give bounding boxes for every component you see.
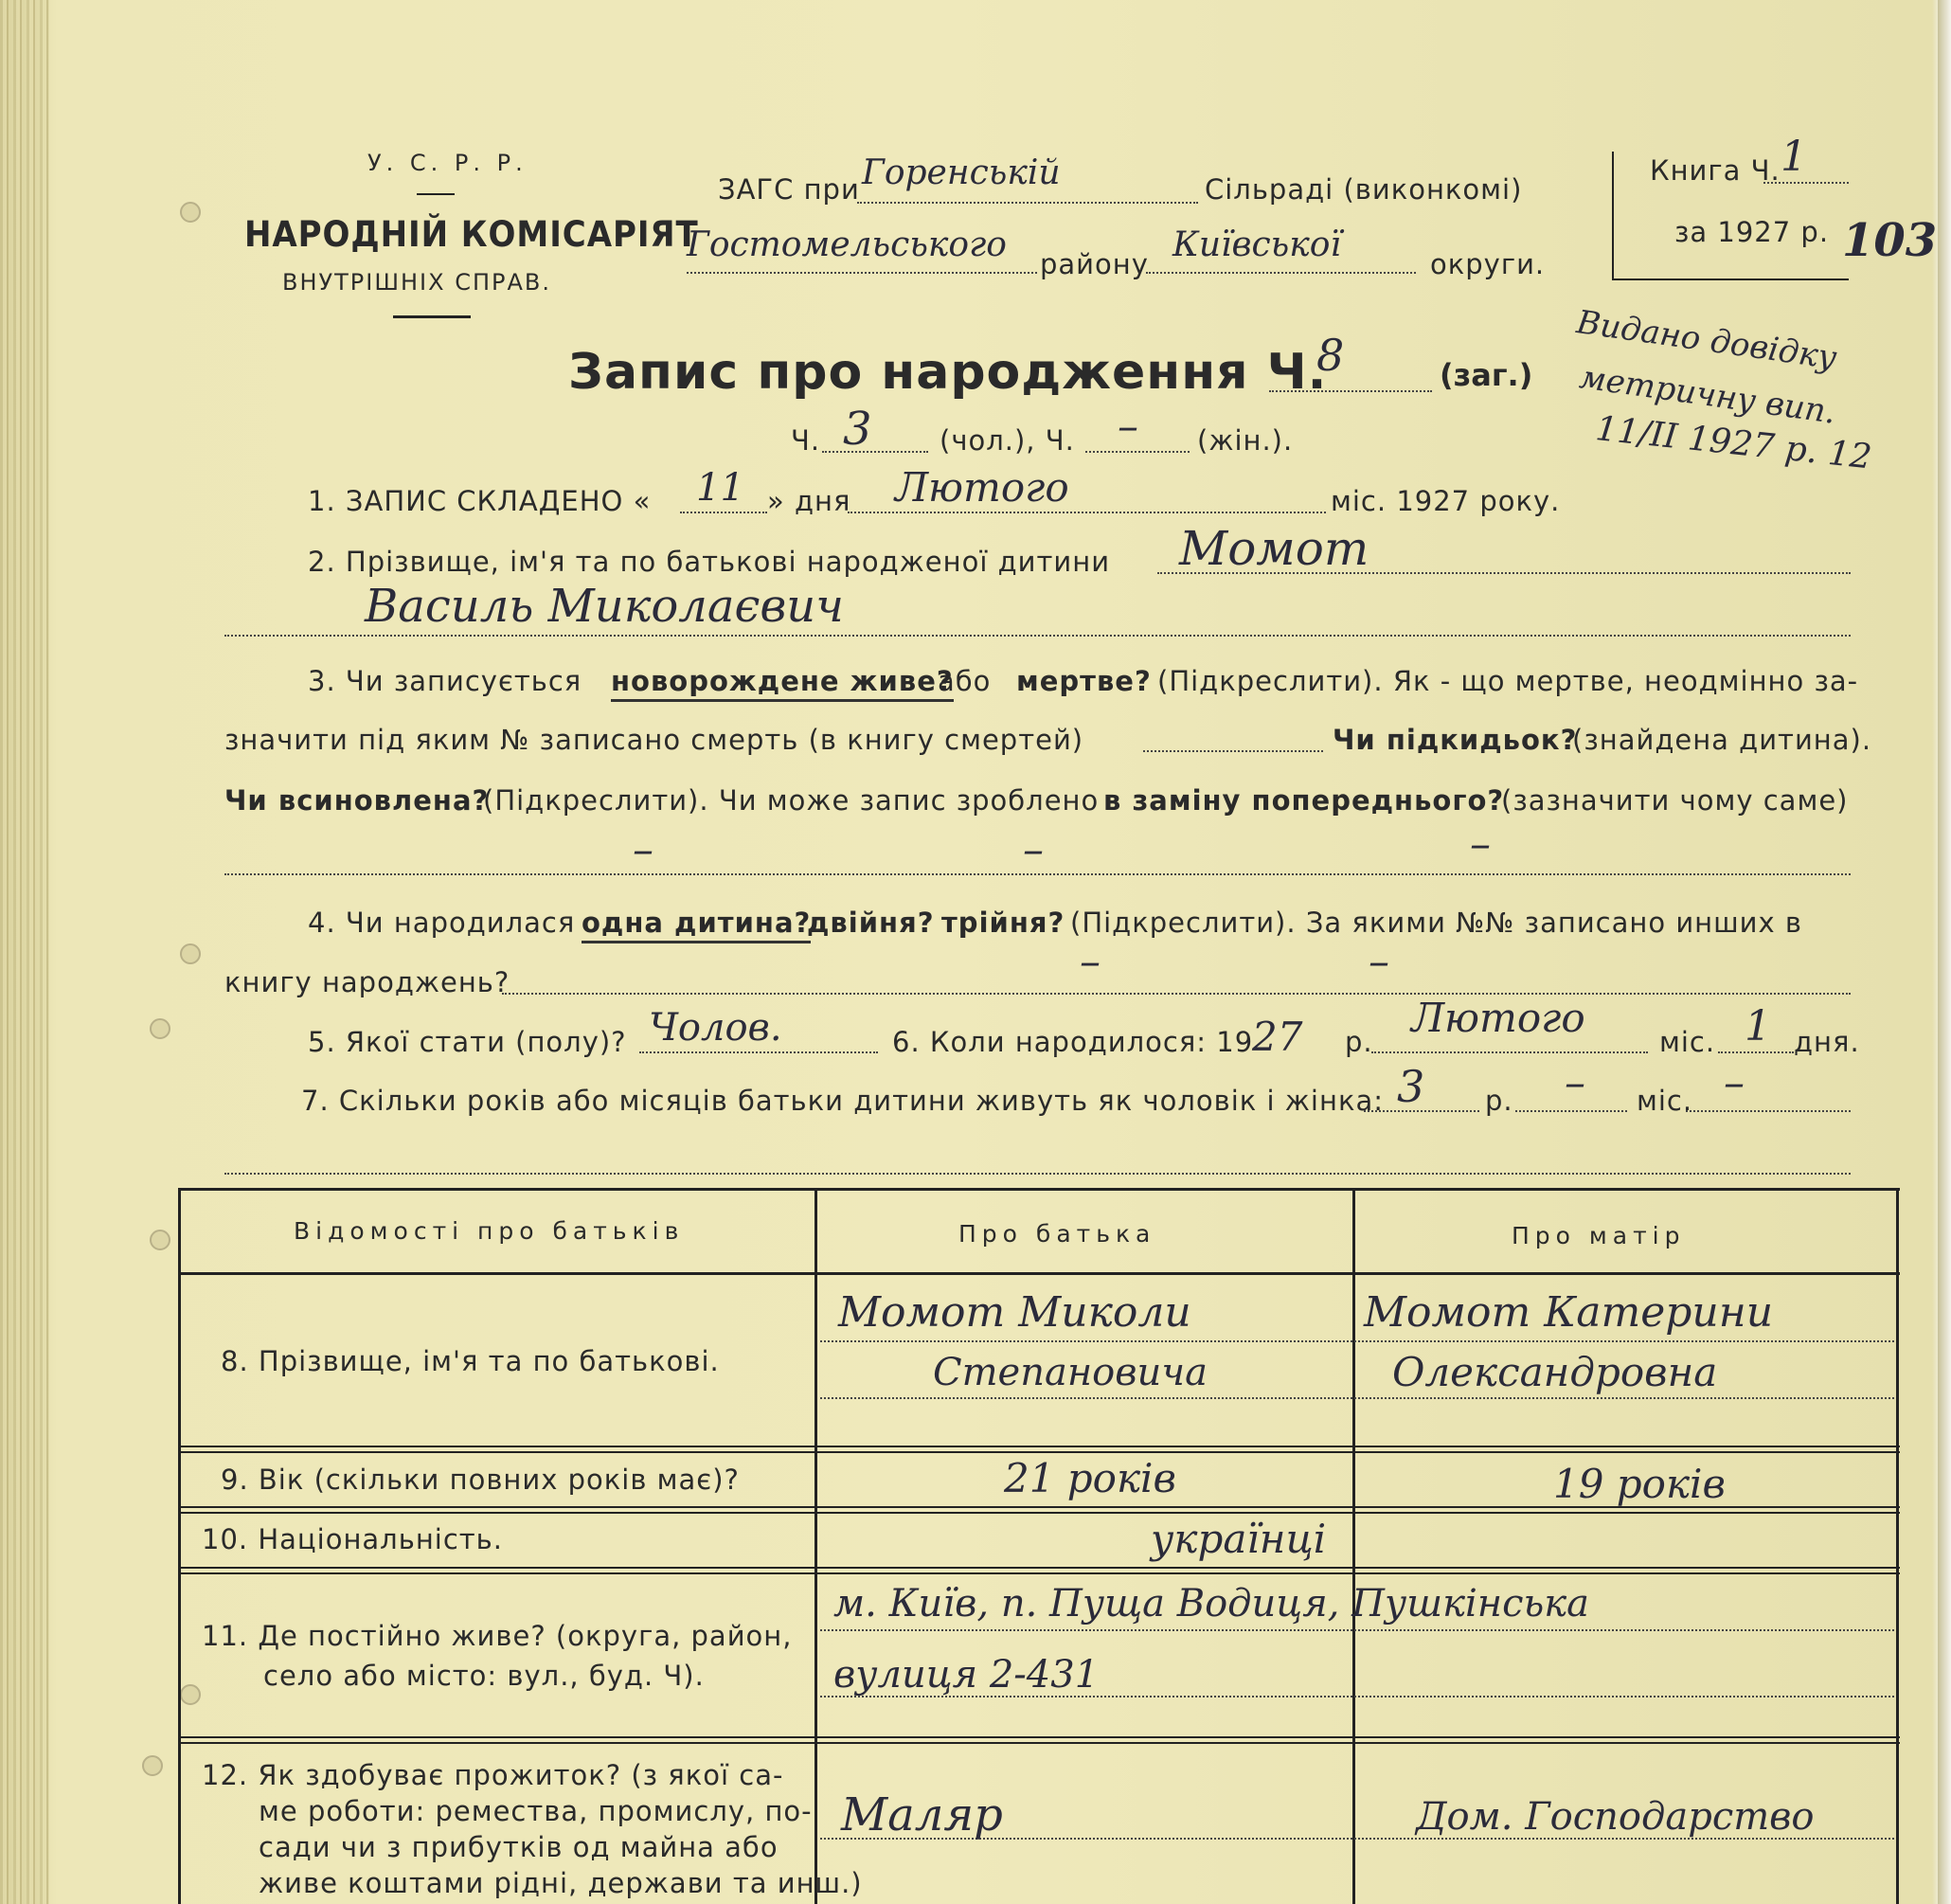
book-value: 1 bbox=[1781, 133, 1807, 181]
dash-mark: – bbox=[1023, 826, 1044, 874]
row11-label-b: село або місто: вул., буд. Ч). bbox=[263, 1660, 705, 1692]
margin-note-line3: 11/II 1927 р. 12 bbox=[1593, 409, 1874, 477]
female-count: – bbox=[1118, 403, 1138, 451]
address-line1: м. Київ, п. Пуща Водиця, Пушкінська bbox=[833, 1582, 1590, 1626]
table-rule bbox=[178, 1567, 1900, 1569]
mother-patronymic: Олександровна bbox=[1392, 1349, 1718, 1395]
punch-hole bbox=[150, 1018, 170, 1039]
item3-found-note: (знайдена дитина). bbox=[1572, 724, 1872, 756]
okruha-label: округи. bbox=[1430, 248, 1546, 280]
table-rule bbox=[178, 1451, 1900, 1453]
dash-mark: – bbox=[1470, 820, 1491, 869]
child-surname: Момот bbox=[1179, 521, 1369, 576]
table-border bbox=[1352, 1188, 1355, 1904]
birth-day: 1 bbox=[1745, 1002, 1771, 1051]
row12-label-d: живе коштами рідні, держави та инш.) bbox=[259, 1867, 863, 1899]
father-patronymic: Степановича bbox=[933, 1351, 1208, 1394]
table-line bbox=[820, 1397, 1894, 1399]
margin-note-line1: Видано довідку bbox=[1574, 303, 1839, 378]
item1-day-line bbox=[680, 512, 767, 513]
row8-label: 8. Прізвище, ім'я та по батькові. bbox=[221, 1345, 720, 1377]
father-age: 21 років bbox=[1004, 1455, 1176, 1501]
table-rule bbox=[178, 1572, 1900, 1574]
item7-months-line bbox=[1515, 1110, 1627, 1112]
book-label: Книга Ч. bbox=[1650, 154, 1781, 187]
title-number-line bbox=[1269, 390, 1432, 392]
item3-text: (Підкреслити). Як - що мертве, неодмінно за- bbox=[1157, 665, 1859, 697]
divider bbox=[417, 193, 455, 195]
book-line bbox=[1763, 182, 1849, 184]
row12-label-a: 12. Як здобуває прожиток? (з якої са- bbox=[202, 1759, 784, 1791]
district-label: району bbox=[1040, 248, 1149, 280]
punch-hole bbox=[150, 1230, 170, 1250]
year-value: 103 bbox=[1842, 214, 1938, 267]
item3-line3: (Підкреслити). Чи може запис зроблено bbox=[483, 784, 1100, 817]
item7-label: 7. Скільки років або місяців батьки дитини живуть як чоловік і жінка: bbox=[301, 1085, 1385, 1117]
male-label: (чол.), Ч. bbox=[940, 424, 1075, 457]
dash-mark: – bbox=[1369, 938, 1389, 986]
divider bbox=[393, 315, 471, 318]
item1-label: 1. ЗАПИС СКЛАДЕНО « bbox=[308, 485, 652, 517]
item3-reason-note: (зазначити чому саме) bbox=[1501, 784, 1849, 817]
option-single: одна дитина? bbox=[582, 907, 811, 943]
child-name: Василь Миколаєвич bbox=[365, 580, 845, 633]
table-border bbox=[178, 1188, 181, 1904]
record-number: 8 bbox=[1316, 330, 1345, 381]
silradi-label: Сільраді (виконкомі) bbox=[1205, 173, 1523, 206]
okruha-line bbox=[1146, 272, 1416, 274]
commissariat-title: НАРОДНІЙ КОМІСАРІЯТ bbox=[244, 214, 699, 255]
item6-label: 6. Коли народилося: 19 bbox=[892, 1026, 1254, 1058]
item1-month-line bbox=[848, 512, 1326, 513]
table-rule bbox=[178, 1742, 1900, 1744]
row9-label: 9. Вік (скільки повних років має)? bbox=[221, 1464, 740, 1496]
dash-mark: – bbox=[633, 826, 653, 874]
female-line bbox=[1085, 451, 1190, 453]
item2-line2 bbox=[224, 635, 1851, 637]
item1-day-label: » дня bbox=[767, 485, 851, 517]
table-line bbox=[820, 1629, 1894, 1631]
dash-mark: – bbox=[1724, 1059, 1745, 1107]
mother-occupation: Дом. Господарство bbox=[1416, 1795, 1815, 1839]
book-box-border bbox=[1612, 278, 1849, 280]
punch-hole bbox=[180, 1684, 201, 1705]
female-label: (жін.). bbox=[1197, 424, 1294, 457]
item3-line2: значити під яким № записано смерть (в книгу смертей) bbox=[224, 724, 1084, 756]
table-rule bbox=[178, 1446, 1900, 1447]
row11-label-a: 11. Де постійно живе? (округа, район, bbox=[202, 1620, 793, 1652]
dash-mark: – bbox=[1080, 938, 1101, 986]
zags-value: Горенській bbox=[862, 153, 1061, 192]
item3-or: або bbox=[938, 665, 992, 697]
table-rule bbox=[178, 1272, 1900, 1275]
punch-hole bbox=[180, 943, 201, 964]
option-born-alive: новорождене живе? bbox=[611, 665, 954, 702]
option-triplets: трійня? bbox=[941, 907, 1065, 939]
row12-label-b: ме роботи: ремества, промислу, по- bbox=[259, 1795, 813, 1827]
option-born-dead: мертве? bbox=[1016, 665, 1152, 697]
table-border bbox=[178, 1188, 1900, 1191]
row12-label-c: сади чи з прибутків од майна або bbox=[259, 1831, 779, 1863]
item1-year-label: міс. 1927 року. bbox=[1331, 485, 1561, 517]
district-line bbox=[687, 272, 1037, 274]
page-edge bbox=[1938, 0, 1951, 1904]
option-replacement: в заміну попереднього? bbox=[1103, 784, 1505, 817]
item7-end-line bbox=[1686, 1110, 1851, 1112]
item1-month: Лютого bbox=[895, 464, 1069, 511]
option-adopted: Чи всиновлена? bbox=[224, 784, 490, 817]
table-border bbox=[1896, 1188, 1899, 1904]
table-rule bbox=[178, 1736, 1900, 1738]
item4-text: (Підкреслити). За якими №№ записано инших в bbox=[1070, 907, 1802, 939]
record-suffix: (заг.) bbox=[1440, 357, 1533, 393]
punch-hole bbox=[142, 1755, 163, 1776]
page-binding bbox=[0, 0, 49, 1904]
item3-label: 3. Чи записується bbox=[308, 665, 582, 697]
item7-extra-line bbox=[224, 1173, 1851, 1175]
male-line bbox=[822, 451, 928, 453]
item6-month-line bbox=[1371, 1051, 1648, 1053]
male-prefix: Ч. bbox=[791, 424, 821, 457]
child-sex: Чолов. bbox=[649, 1006, 782, 1050]
item6-mis: міс. bbox=[1659, 1026, 1716, 1058]
item1-day: 11 bbox=[696, 466, 744, 510]
header-father: Про батька bbox=[958, 1220, 1156, 1248]
male-count: 3 bbox=[843, 403, 872, 456]
item6-dnia: дня. bbox=[1794, 1026, 1860, 1058]
mother-age: 19 років bbox=[1553, 1461, 1726, 1507]
item4-numbers-line bbox=[502, 993, 1851, 995]
item4-label: 4. Чи народилася bbox=[308, 907, 576, 939]
margin-note-line2: метричну вип. bbox=[1577, 358, 1838, 432]
row10-label: 10. Національність. bbox=[202, 1523, 503, 1555]
item5-label: 5. Якої стати (полу)? bbox=[308, 1026, 627, 1058]
option-twins: двійня? bbox=[807, 907, 935, 939]
book-box-border bbox=[1612, 152, 1614, 280]
table-rule bbox=[178, 1512, 1900, 1514]
zags-label: ЗАГС при bbox=[718, 173, 860, 206]
district-value: Гостомельського bbox=[687, 225, 1007, 264]
year-label: за 1927 р. bbox=[1674, 216, 1830, 248]
header-mother: Про матір bbox=[1512, 1222, 1686, 1249]
item2-label: 2. Прізвище, ім'я та по батькові народженої дитини bbox=[308, 546, 1111, 578]
zags-line bbox=[857, 202, 1198, 204]
punch-hole bbox=[180, 202, 201, 223]
table-border bbox=[814, 1188, 817, 1904]
father-fullname: Момот Миколи bbox=[838, 1288, 1191, 1337]
address-line2: вулиця 2-431 bbox=[833, 1653, 1100, 1697]
department-label: ВНУТРІШНІХ СПРАВ. bbox=[282, 269, 551, 296]
item3-death-line bbox=[1143, 750, 1323, 752]
record-title: Запис про народження Ч. bbox=[568, 344, 1328, 401]
table-line bbox=[820, 1340, 1894, 1342]
nationality: українці bbox=[1151, 1516, 1327, 1562]
birth-year: 27 bbox=[1252, 1014, 1303, 1060]
birth-month: Лютого bbox=[1411, 995, 1585, 1041]
father-occupation: Маляр bbox=[841, 1788, 1003, 1841]
okruha-value: Київської bbox=[1172, 225, 1341, 264]
item4-line2: книгу народжень? bbox=[224, 966, 510, 998]
item7-r: р. bbox=[1485, 1085, 1513, 1117]
item5-line bbox=[639, 1051, 878, 1053]
option-foundling: Чи підкидьок? bbox=[1333, 724, 1578, 756]
item6-r: р. bbox=[1345, 1026, 1373, 1058]
marriage-months: – bbox=[1565, 1059, 1585, 1107]
republic-label: У. С. Р. Р. bbox=[367, 150, 528, 176]
marriage-years: 3 bbox=[1397, 1061, 1425, 1112]
header-parents-info: Відомості про батьків bbox=[294, 1217, 685, 1245]
item6-day-line bbox=[1718, 1051, 1794, 1053]
item7-mis: міс. bbox=[1637, 1085, 1693, 1117]
mother-fullname: Момот Катерини bbox=[1364, 1288, 1774, 1337]
